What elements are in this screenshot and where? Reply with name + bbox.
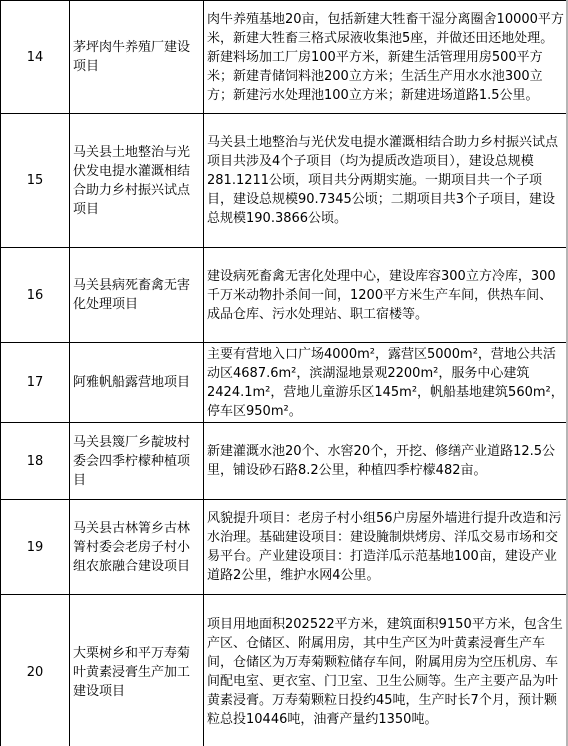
table-row: [1, 248, 568, 343]
project-description: 新建灌溉水池20个、水窖20个，开挖、修缮产业道路12.5公里，铺设砂石路8.2公里，种植四季柠檬482亩。: [204, 423, 568, 500]
table-row: [1, 500, 568, 595]
row-index: 19: [1, 500, 70, 595]
row-index: 20: [1, 595, 70, 746]
row-index: 18: [1, 423, 70, 500]
table-row: [1, 114, 568, 248]
project-name: 马关县古林箐乡古林箐村委会老房子村小组农旅融合建设项目: [70, 500, 204, 595]
project-name: 马关县土地整治与光伏发电提水灌溉相结合助力乡村振兴试点项目: [70, 114, 204, 248]
row-index: 14: [1, 1, 70, 114]
table-row: [1, 343, 568, 423]
table-row: [1, 423, 568, 500]
project-name: 阿雅帆船露营地项目: [70, 343, 204, 423]
project-name: 大栗树乡和平万寿菊叶黄素浸膏生产加工建设项目: [70, 595, 204, 746]
row-index: 16: [1, 248, 70, 343]
project-description: 项目用地面积202522平方米，建筑面积9150平方米，包含生产区、仓储区、附属用房，其中生产区为叶黄素浸膏生产车间，仓储区为万寿菊颗粒储存车间，附属用房为空压机房、车间配电室、更衣室、门卫室、卫生公厕等。生产主要产品为叶黄素浸膏。万寿菊颗粒日投约45吨，生产时长7个月，预计颗粒总投10446吨，油膏产量约1350吨。: [204, 595, 568, 746]
table-row: [1, 1, 568, 114]
row-index: 17: [1, 343, 70, 423]
project-name: 茅坪肉牛养殖厂建设项目: [70, 1, 204, 114]
project-name: 马关县病死畜禽无害化处理项目: [70, 248, 204, 343]
project-description: 马关县土地整治与光伏发电提水灌溉相结合助力乡村振兴试点项目共涉及4个子项目（均为提质改造项目），建设总规模281.1211公顷，项目共分两期实施。一期项目共一个子项目，建设总规模90.7345公顷；二期项目共3个子项目，建设总规模190.3866公顷。: [204, 114, 568, 248]
project-name: 马关县篾厂乡靛坡村委会四季柠檬种植项目: [70, 423, 204, 500]
project-description: 建设病死畜禽无害化处理中心，建设库容300立方冷库，300千万米动物扑杀间一间，1200平方米生产车间，供热车间、成品仓库、污水处理站、职工宿楼等。: [204, 248, 568, 343]
row-index: 15: [1, 114, 70, 248]
project-description: 肉牛养殖基地20亩，包括新建大牲畜干湿分离圈舍10000平方米，新建大牲畜三格式尿液收集池5座，并做还田还地处理。新建料场加工厂房100平方米，新建生活管理用房500平方米；新建青储饲料池200立方米；生活生产用水水池300立方；新建污水处理池100立方米；新建进场道路1.5公里。: [204, 1, 568, 114]
table-row: [1, 595, 568, 746]
project-description: 风貌提升项目：老房子村小组56户房屋外墙进行提升改造和污水治理。基础建设项目：建设腌制烘烤房、洋瓜交易市场和交易平台。产业建设项目：打造洋瓜示范基地100亩，建设产业道路2公里，维护水网4公里。: [204, 500, 568, 595]
project-description: 主要有营地入口广场4000m²，露营区5000m²，营地公共活动区4687.6m²，滨湖湿地景观2200m²，服务中心建筑2424.1m²，营地儿童游乐区145m²，帆船基地建筑560m²，停车区950m²。: [204, 343, 568, 423]
